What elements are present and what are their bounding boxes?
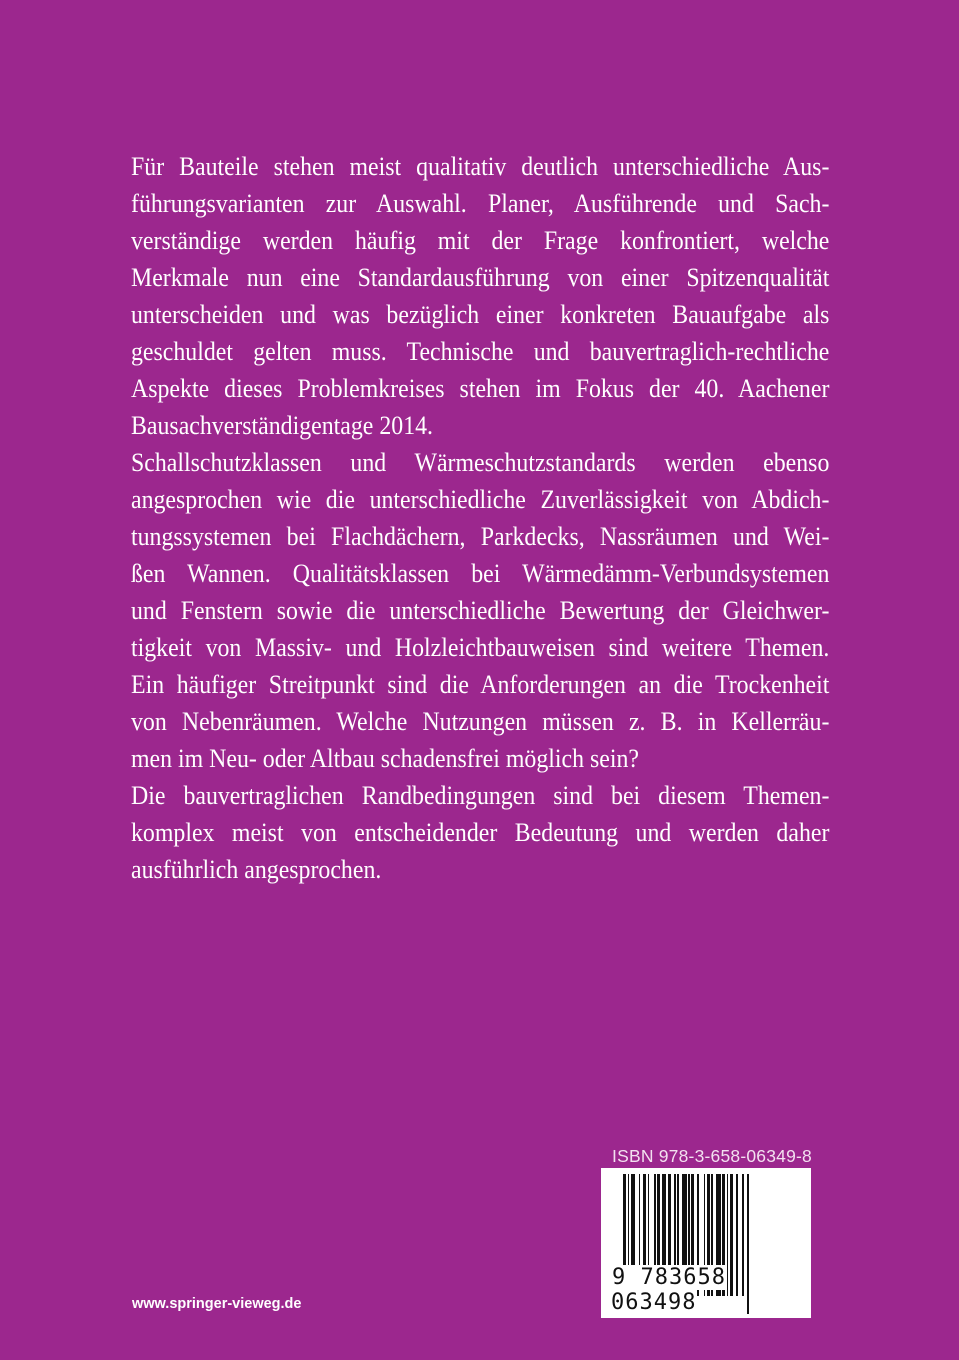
blurb-line: Merkmale nun eine Standardausführung von einer Spitzenqualität xyxy=(131,262,830,292)
back-cover-blurb xyxy=(131,148,829,888)
publisher-url: www.springer-vieweg.de xyxy=(132,1296,302,1312)
blurb-line: geschuldet gelten muss. Technische und bauvertraglich-rechtliche xyxy=(131,336,830,366)
blurb-line: tigkeit von Massiv- und Holzleichtbauweisen sind weitere Themen. xyxy=(131,632,830,662)
blurb-line: ausführlich angesprochen. xyxy=(131,854,382,884)
blurb-line: Ein häufiger Streitpunkt sind die Anforderungen an die Trockenheit xyxy=(131,669,830,699)
barcode-digits: 9 783658 063498 xyxy=(611,1265,726,1315)
blurb-line: Bausachverständigentage 2014. xyxy=(131,410,434,440)
blurb-line: Aspekte dieses Problemkreises stehen im Fokus der 40. Aachener xyxy=(131,373,830,403)
blurb-line: komplex meist von entscheidender Bedeutung und werden daher xyxy=(131,817,830,847)
blurb-line: verständige werden häufig mit der Frage konfrontiert, welche xyxy=(131,225,830,255)
blurb-line: führungsvarianten zur Auswahl. Planer, Ausführende und Sach- xyxy=(131,188,830,218)
blurb-line: von Nebenräumen. Welche Nutzungen müssen z. B. in Kellerräu- xyxy=(131,706,830,736)
blurb-line: und Fenstern sowie die unterschiedliche Bewertung der Gleichwer- xyxy=(131,595,830,625)
blurb-line: Die bauvertraglichen Randbedingungen sind bei diesem Themen- xyxy=(131,780,830,810)
blurb-line: Schallschutzklassen und Wärmeschutzstandards werden ebenso xyxy=(131,447,830,477)
isbn-barcode xyxy=(601,1168,811,1318)
blurb-line: tungssystemen bei Flachdächern, Parkdecks, Nassräumen und Wei- xyxy=(131,521,830,551)
isbn-label: ISBN 978-3-658-06349-8 xyxy=(612,1146,812,1166)
blurb-line: ßen Wannen. Qualitätsklassen bei Wärmedämm-Verbundsystemen xyxy=(131,558,830,588)
blurb-line: angesprochen wie die unterschiedliche Zuverlässigkeit von Abdich- xyxy=(131,484,830,514)
blurb-line: unterscheiden und was bezüglich einer konkreten Bauaufgabe als xyxy=(131,299,830,329)
blurb-line: men im Neu- oder Altbau schadensfrei möglich sein? xyxy=(131,743,639,773)
blurb-line: Für Bauteile stehen meist qualitativ deutlich unterschiedliche Aus- xyxy=(131,151,830,181)
barcode-number xyxy=(611,1265,811,1315)
